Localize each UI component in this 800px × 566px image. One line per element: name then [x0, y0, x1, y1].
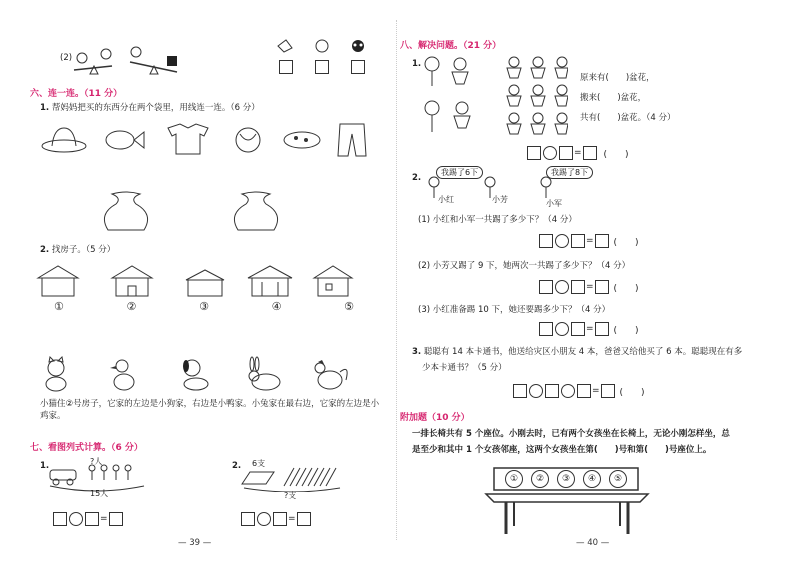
unit-paren: ( )	[603, 149, 629, 160]
child-icon	[541, 177, 551, 198]
bags-illustration	[90, 190, 320, 236]
answer-box[interactable]	[545, 384, 559, 398]
flowerpot-icon	[531, 85, 545, 106]
unit-paren: ( )	[619, 387, 645, 398]
unit-paren: ( )	[613, 283, 639, 294]
house-labels: ① ② ③ ④ ⑤	[54, 300, 354, 313]
flowerpot-icon	[507, 113, 521, 134]
page-number-right: — 40 —	[576, 538, 610, 548]
cat-icon	[46, 357, 66, 391]
q8-1-line-1: 原来有( )盆花，	[580, 73, 655, 83]
pencil-box-icon	[242, 472, 274, 484]
section-8-title: 八、解决问题。（21 分）	[400, 41, 502, 51]
flowerpot-icon	[531, 57, 545, 78]
q8-2-sub-3-equation: = ( )	[538, 322, 639, 336]
operator-circle[interactable]	[555, 322, 569, 336]
flowerpot-icon	[531, 113, 545, 134]
flowerpot-icon	[452, 58, 468, 84]
q7-2-num: 2.	[232, 461, 242, 471]
rooster-icon	[315, 360, 347, 389]
animal-heads	[274, 36, 374, 56]
answer-box[interactable]	[297, 512, 311, 526]
name-xiaojun: 小军	[546, 199, 562, 208]
q6-2: 2. 找房子。（5 分）	[40, 245, 116, 255]
answer-box[interactable]	[109, 512, 123, 526]
flowerpot-icon	[555, 57, 568, 78]
answer-box[interactable]	[315, 60, 329, 74]
answer-box[interactable]	[595, 234, 609, 248]
unit-paren: ( )	[613, 237, 639, 248]
duck-icon	[110, 360, 134, 390]
houses-illustration	[36, 264, 366, 300]
hat-icon	[42, 128, 86, 152]
section-6-title: 六、连一连。（11 分）	[30, 89, 123, 99]
answer-box[interactable]	[85, 512, 99, 526]
answer-box[interactable]	[583, 146, 597, 160]
operator-circle[interactable]	[69, 512, 83, 526]
operator-circle[interactable]	[529, 384, 543, 398]
speech-bubble: 我踢了8下	[546, 166, 593, 179]
q7-2-bottom-label: ?支	[284, 491, 297, 500]
car-icon	[50, 470, 76, 485]
flowerpot-icon	[507, 85, 521, 106]
answer-box[interactable]	[513, 384, 527, 398]
section-7-title: 七、看图列式计算。（6 分）	[30, 443, 143, 453]
speech-bubble: 我踢了6下	[436, 166, 483, 179]
pencils-icon	[284, 468, 336, 486]
children-icon	[89, 465, 131, 480]
q7-2-equation: =	[240, 512, 312, 526]
answer-box[interactable]	[571, 280, 585, 294]
flowerpot-icon	[507, 57, 521, 78]
flowerpot-icon	[555, 113, 568, 134]
q8-1-line-3: 共有( )盆花。（4 分）	[580, 113, 676, 123]
dog-icon	[183, 360, 208, 390]
extra-line-2: 是至少和其中 1 个女孩邻座，这两个女孩坐在第( )号和第( )号座位上。	[412, 445, 712, 455]
answer-box[interactable]	[279, 60, 293, 74]
house-icon	[112, 266, 152, 296]
answer-box[interactable]	[539, 280, 553, 294]
house-icon	[248, 266, 292, 296]
bag-icon	[104, 192, 147, 230]
q7-2-top-label: 6支	[252, 459, 266, 468]
animals-illustration	[40, 356, 360, 392]
extra-line-1: 一排长椅共有 5 个座位。小刚去时，已有两个女孩坐在长椅上，无论小刚怎样坐，总	[412, 429, 730, 439]
shopping-items	[40, 120, 370, 158]
q8-2-sub-2: (2) 小芳又踢了 9 下，她两次一共踢了多少下？（4 分）	[418, 261, 631, 271]
answer-box[interactable]	[539, 234, 553, 248]
seat-5: ⑤	[609, 470, 627, 488]
q8-3-line-1: 3. 聪聪有 14 本卡通书，他送给灾区小朋友 4 本，爸爸又给他买了 6 本。聪聪现在有多	[412, 347, 743, 357]
seat-4: ④	[583, 470, 601, 488]
operator-circle[interactable]	[555, 280, 569, 294]
answer-box[interactable]	[273, 512, 287, 526]
seat-1: ①	[505, 470, 523, 488]
house-icon	[38, 266, 78, 296]
unit-paren: ( )	[613, 325, 639, 336]
q8-2-sub-1-equation: = ( )	[538, 234, 639, 248]
q8-3-equation: = ( )	[512, 384, 645, 398]
page-number-left: — 39 —	[178, 538, 212, 548]
shirt-icon	[168, 124, 208, 154]
q8-2-sub-1: (1) 小红和小军一共踢了多少下？（4 分）	[418, 215, 577, 225]
seesaw-illustration	[72, 44, 182, 76]
q8-2-num: 2.	[412, 173, 422, 183]
answer-box[interactable]	[577, 384, 591, 398]
q2-label: (2)	[60, 53, 73, 63]
flowerpot-icon	[555, 85, 568, 106]
q8-1-illustration	[418, 54, 568, 140]
child-icon	[425, 57, 439, 86]
q8-3-line-2: 少本卡通书？（5 分）	[422, 363, 507, 373]
seat-3: ③	[557, 470, 575, 488]
answer-box[interactable]	[527, 146, 541, 160]
seat-2: ②	[531, 470, 549, 488]
q7-1-top-label: ?人	[90, 457, 103, 466]
page-divider	[396, 20, 397, 540]
answer-box[interactable]	[595, 280, 609, 294]
q7-1-equation: =	[52, 512, 124, 526]
house-icon	[186, 270, 224, 296]
pants-icon	[338, 124, 366, 156]
q8-1-num: 1.	[412, 59, 422, 69]
answer-box[interactable]	[559, 146, 573, 160]
answer-box[interactable]	[571, 322, 585, 336]
answer-box[interactable]	[595, 322, 609, 336]
rabbit-icon	[249, 357, 280, 390]
extra-title: 附加题（10 分）	[400, 413, 470, 423]
answer-box[interactable]	[571, 234, 585, 248]
child-icon	[425, 101, 439, 132]
answer-boxes-top	[279, 60, 365, 74]
house-icon	[314, 266, 352, 296]
flowerpot-icon	[454, 102, 470, 128]
operator-circle[interactable]	[555, 234, 569, 248]
cabbage-icon	[236, 128, 260, 152]
answer-box[interactable]	[601, 384, 615, 398]
q6-1: 1. 帮妈妈把买的东西分在两个袋里，用线连一连。（6 分）	[40, 103, 260, 113]
q8-1-line-2: 搬来( )盆花，	[580, 93, 647, 103]
bread-icon	[284, 132, 320, 148]
q7-1-num: 1.	[40, 461, 50, 471]
answer-box[interactable]	[241, 512, 255, 526]
operator-circle[interactable]	[543, 146, 557, 160]
q8-2-sub-2-equation: = ( )	[538, 280, 639, 294]
operator-circle[interactable]	[561, 384, 575, 398]
fish-icon	[106, 131, 144, 149]
answer-box[interactable]	[539, 322, 553, 336]
q7-1-bottom-label: 15人	[90, 489, 109, 498]
q8-2-sub-3: (3) 小红准备踢 10 下，她还要踢多少下？（4 分）	[418, 305, 611, 315]
animals-text: 小猫住②号房子，它家的左边是小狗家，右边是小鸭家。小兔家在最右边，它家的左边是小鸡家。	[40, 399, 380, 421]
q7-2-illustration	[240, 466, 350, 492]
answer-box[interactable]	[53, 512, 67, 526]
operator-circle[interactable]	[257, 512, 271, 526]
name-xiaofang: 小芳	[492, 195, 508, 204]
name-xiaohong: 小红	[438, 195, 454, 204]
answer-box[interactable]	[351, 60, 365, 74]
bag-icon	[234, 192, 277, 230]
q8-1-equation: = ( )	[526, 146, 629, 160]
